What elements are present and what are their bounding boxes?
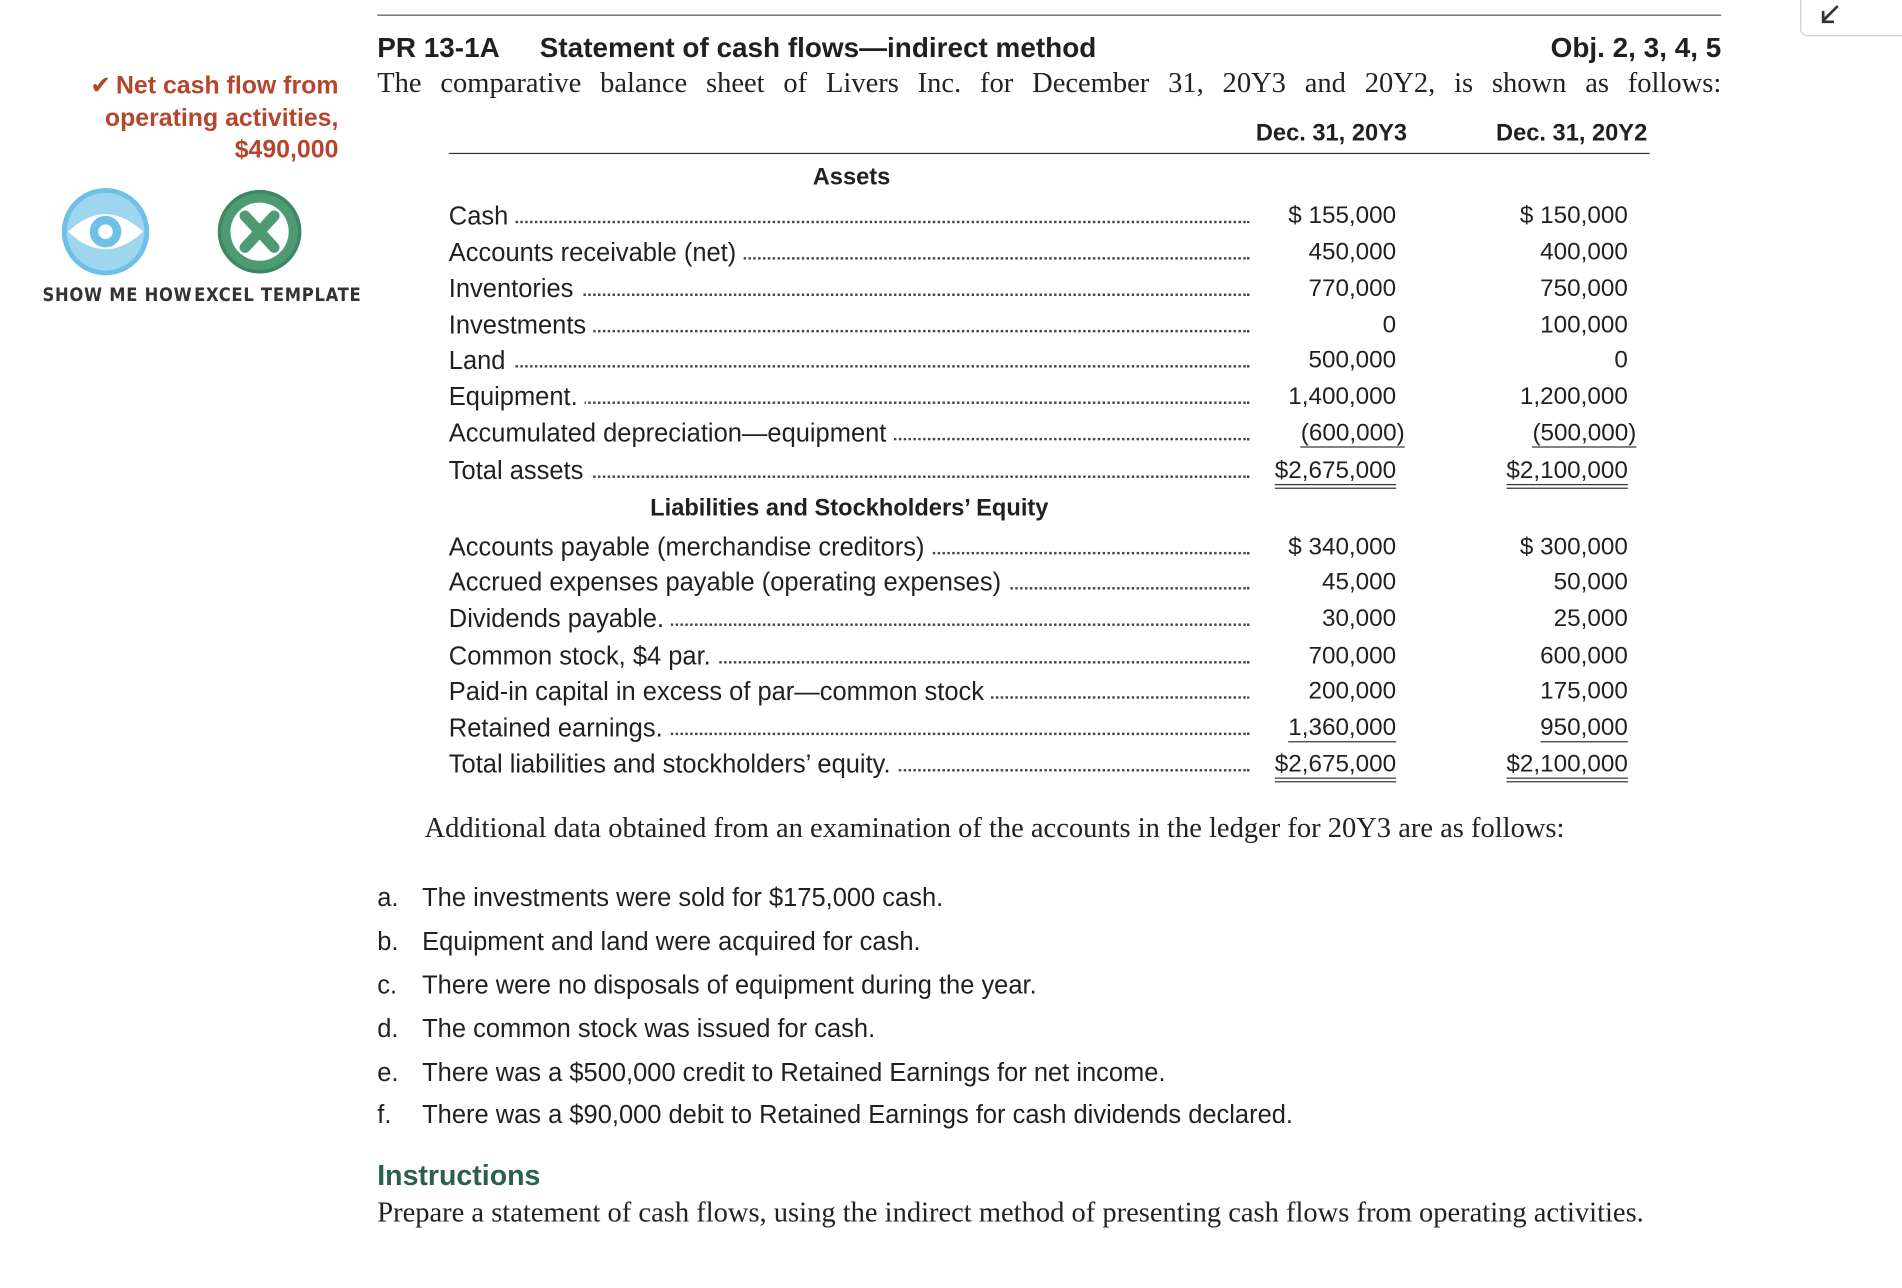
value-20y3: 1,400,000	[1288, 383, 1397, 410]
table-row	[449, 239, 1650, 275]
arrow-down-left-icon	[1818, 4, 1842, 28]
value-20y2: 750,000	[1540, 275, 1628, 303]
row-label: Accumulated depreciation—equipment	[449, 420, 1250, 449]
value-20y3: 1,360,000	[1288, 714, 1397, 742]
value-20y2: $2,100,000	[1492, 457, 1628, 485]
row-label: Investments	[449, 312, 1250, 341]
table-row	[449, 203, 1650, 239]
row-label: Total liabilities and stockholders’ equity.	[449, 751, 1250, 780]
value-20y3: (600,000)	[1300, 419, 1405, 447]
problem-title: Statement of cash flows—indirect method	[539, 31, 1097, 64]
table-row	[449, 534, 1650, 570]
value-20y3: 450,000	[1308, 238, 1397, 266]
row-label: Dividends payable.	[449, 605, 1250, 634]
row-label: Accounts receivable (net)	[449, 239, 1250, 268]
row-label: Common stock, $4 par.	[449, 643, 1250, 672]
additional-data-intro: Additional data obtained from an examination of the accounts in the ledger for 20Y3 are as follows:	[424, 812, 1565, 845]
answer-check-note	[47, 70, 338, 166]
row-label: Cash	[449, 203, 1250, 232]
value-20y2: 50,000	[1553, 568, 1628, 596]
assets-heading: Assets	[812, 163, 891, 191]
value-20y3: $ 340,000	[1288, 533, 1397, 561]
answer-line: Net cash flow from	[115, 71, 339, 100]
value-20y3: $2,675,000	[1257, 457, 1396, 485]
list-item: e. There was a $500,000 credit to Retained Earnings for net income.	[377, 1058, 1166, 1087]
column-heading-20y2: Dec. 31, 20Y2	[1496, 120, 1648, 147]
value-20y2: 100,000	[1540, 311, 1628, 339]
value-20y2: (500,000)	[1532, 419, 1637, 447]
value-20y2: $ 150,000	[1519, 202, 1628, 230]
value-20y3: $ 155,000	[1288, 202, 1397, 230]
value-20y3: $2,675,000	[1257, 751, 1396, 779]
table-row-total	[449, 457, 1650, 493]
value-20y3: 700,000	[1308, 642, 1397, 670]
value-20y2: 175,000	[1540, 678, 1628, 705]
row-label: Retained earnings.	[449, 714, 1250, 743]
row-label: Land	[449, 347, 1250, 376]
table-row	[449, 347, 1650, 383]
table-row-total	[449, 751, 1650, 787]
excel-template-button[interactable]	[216, 187, 303, 283]
value-20y2: 25,000	[1553, 605, 1628, 632]
value-20y2: 950,000	[1540, 714, 1628, 742]
row-label: Accounts payable (merchandise creditors)	[449, 534, 1250, 563]
excel-x-icon	[216, 187, 303, 277]
answer-amount: $490,000	[234, 135, 339, 164]
top-rule	[377, 15, 1721, 16]
show-me-how-label[interactable]: SHOW ME HOW	[42, 283, 193, 306]
column-heading-20y3: Dec. 31, 20Y3	[1255, 120, 1408, 147]
table-row	[449, 383, 1650, 419]
row-label: Equipment.	[449, 383, 1250, 412]
objectives: Obj. 2, 3, 4, 5	[1550, 31, 1722, 64]
table-row	[449, 312, 1650, 348]
liabilities-heading: Liabilities and Stockholders’ Equity	[650, 494, 1049, 522]
value-20y2: 600,000	[1540, 642, 1628, 670]
column-heading-rule	[449, 153, 1650, 154]
excel-template-label[interactable]: EXCEL TEMPLATE	[194, 283, 362, 306]
value-20y2: 400,000	[1540, 238, 1628, 266]
value-20y2: 1,200,000	[1519, 383, 1628, 410]
value-20y2: $ 300,000	[1519, 533, 1628, 561]
value-20y3: 770,000	[1308, 275, 1397, 303]
value-20y2: $2,100,000	[1492, 751, 1628, 779]
eye-icon	[61, 187, 151, 277]
collapse-corner-button[interactable]	[1800, 0, 1902, 36]
value-20y3: 30,000	[1321, 605, 1397, 632]
table-row	[449, 420, 1650, 456]
table-row	[449, 275, 1650, 311]
checkmark-icon: ✔	[90, 71, 112, 100]
instructions-text: Prepare a statement of cash flows, using the indirect method of presenting cash flows from operating activities.	[377, 1197, 1644, 1229]
list-item: f. There was a $90,000 debit to Retained Earnings for cash dividends declared.	[377, 1101, 1294, 1130]
intro-text: The comparative balance sheet of Livers Inc. for December 31, 20Y3 and 20Y2, is shown as follows:	[377, 67, 1722, 100]
show-me-how-button[interactable]	[61, 187, 151, 283]
problem-number: PR 13-1A	[377, 31, 500, 64]
table-row	[449, 643, 1650, 679]
value-20y3: 200,000	[1308, 678, 1397, 705]
list-item: b. Equipment and land were acquired for cash.	[377, 927, 921, 956]
value-20y3: 500,000	[1308, 346, 1397, 374]
row-label: Accrued expenses payable (operating expenses)	[449, 569, 1250, 598]
answer-line: operating activities,	[104, 103, 339, 132]
value-20y3: 0	[1382, 311, 1397, 339]
list-item: c. There were no disposals of equipment during the year.	[377, 971, 1037, 1000]
instructions-title: Instructions	[377, 1159, 541, 1192]
value-20y3: 45,000	[1321, 568, 1397, 596]
table-row	[449, 569, 1650, 605]
table-row	[449, 605, 1650, 641]
list-item: d. The common stock was issued for cash.	[377, 1015, 876, 1044]
table-row	[449, 678, 1650, 714]
row-label: Total assets	[449, 457, 1250, 486]
row-label: Inventories	[449, 275, 1250, 304]
row-label: Paid-in capital in excess of par—common stock	[449, 678, 1250, 707]
problem-header	[377, 32, 1721, 65]
table-row	[449, 714, 1650, 750]
list-item: a. The investments were sold for $175,000 cash.	[377, 884, 944, 913]
value-20y2: 0	[1614, 346, 1628, 374]
